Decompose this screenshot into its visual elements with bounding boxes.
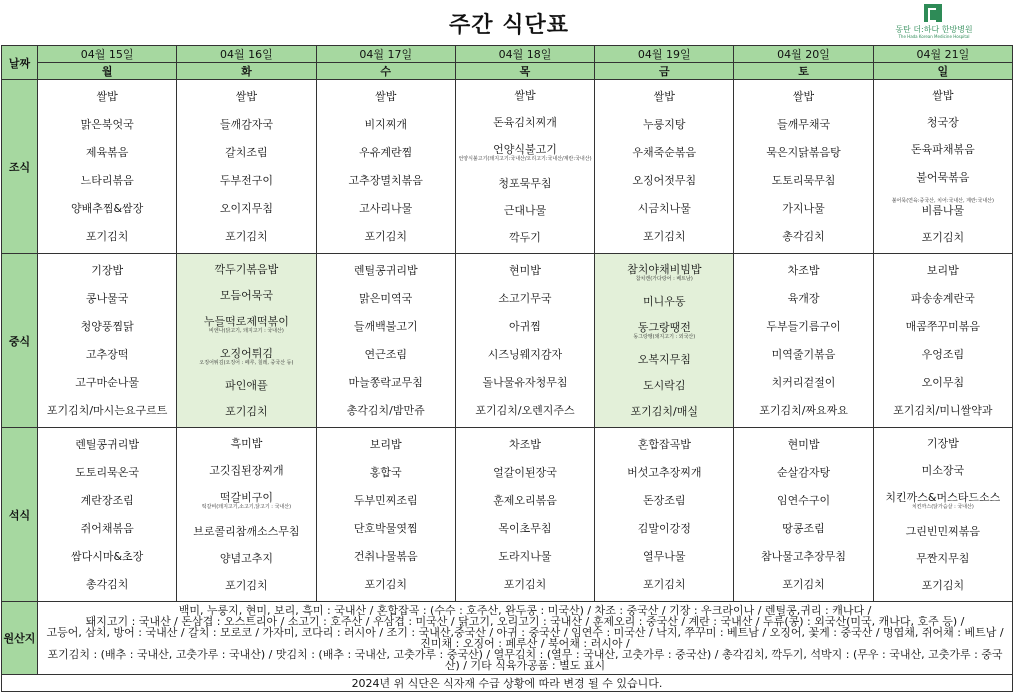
dish: 모듬어묵국 — [219, 288, 273, 302]
dish: 우유계란찜 — [359, 145, 413, 159]
dish: 도시락김 — [643, 379, 686, 393]
lunch-label: 중식 — [2, 254, 38, 428]
dish: 포기김치/마시는요구르트 — [46, 404, 168, 418]
dish: 혼합잡곡밥 — [637, 437, 691, 451]
day-date: 04월 21일 — [873, 46, 1012, 63]
day-date: 04월 18일 — [455, 46, 594, 63]
lunch-cell — [734, 254, 873, 428]
dish: 청포묵무침 — [498, 176, 552, 190]
dish: 느타리볶음 — [80, 174, 134, 188]
dish: 쌀밥 — [514, 89, 536, 103]
dish: 오이지무침 — [219, 202, 273, 216]
dish: 무짠지무침 — [916, 551, 970, 565]
dish: 도라지나물 — [498, 550, 552, 564]
dish: 총각김치 — [85, 578, 129, 592]
lunch-cell — [873, 254, 1012, 428]
origin-note: 비엔나(닭고기, 돼지고기 : 국내산) — [209, 327, 284, 334]
dish: 포기김치 — [85, 230, 129, 244]
day-weekday: 금 — [595, 63, 734, 80]
dish: 그린빈민찌볶음 — [905, 524, 981, 538]
dinner-cell — [595, 428, 734, 602]
dish: 고구마순나물 — [75, 376, 140, 390]
dish: 오복지무침 — [637, 353, 691, 367]
dish: 보리밥 — [926, 263, 959, 277]
dish: 쌀밥 — [792, 89, 815, 103]
lunch-cell — [38, 254, 177, 428]
dish: 고사리나물 — [359, 202, 413, 216]
dish: 오징어젓무침 — [632, 174, 697, 188]
dish: 돈장조림 — [643, 493, 686, 507]
dinner-cell — [873, 428, 1012, 602]
dish: 홍합국 — [369, 465, 402, 479]
dish: 포기김치 — [225, 578, 268, 592]
weekly-menu-table — [1, 45, 1013, 692]
origin-info — [38, 602, 1013, 675]
dish: 목이초무침 — [498, 522, 552, 536]
dish: 돌나물유자청무침 — [482, 376, 568, 390]
dish: 버섯고추장찌개 — [627, 465, 702, 479]
dish: 소고기무국 — [498, 291, 552, 305]
dish: 근대나물 — [503, 203, 547, 217]
dish: 단호박물엿찜 — [353, 522, 418, 536]
dish: 포기김치 — [643, 578, 686, 592]
dish: 돈육파채볶음 — [910, 143, 975, 157]
dish: 현미밥 — [509, 263, 541, 277]
dish: 차조밥 — [787, 263, 820, 277]
dish: 시금치나물 — [637, 202, 691, 216]
logo-name: 동탄 더:하다 한방병원 — [895, 25, 973, 34]
dish: 쌀밥 — [932, 89, 954, 103]
dish: 치커리겉절이 — [771, 376, 836, 390]
dish: 맑은북엇국 — [80, 117, 134, 131]
breakfast-cell — [595, 80, 734, 254]
dish: 들깨백불고기 — [353, 319, 418, 333]
dish: 포기김치 — [921, 230, 965, 244]
dish: 고추장떡 — [85, 348, 129, 362]
origin-note: 동그랑땡(돼지고기 : 외국산) — [633, 333, 696, 340]
dinner-label: 석식 — [2, 428, 38, 602]
day-weekday: 수 — [316, 63, 455, 80]
dish: 아귀찜 — [509, 319, 541, 333]
breakfast-cell — [873, 80, 1012, 254]
origin-label: 원산지 — [2, 602, 38, 675]
dinner-cell — [38, 428, 177, 602]
logo-subtitle: The Hada Korean Medicine Hospital — [898, 34, 970, 39]
dish: 불어묵볶음 — [916, 170, 970, 184]
dish: 들깨무채국 — [776, 117, 831, 131]
dish: 우채죽순볶음 — [632, 145, 697, 159]
day-date: 04월 15일 — [38, 46, 177, 63]
hospital-logo — [894, 4, 974, 38]
dish: 총각김치 — [782, 230, 825, 244]
day-weekday: 일 — [873, 63, 1012, 80]
dish: 김말이강정 — [637, 522, 691, 536]
dish: 도토리묵무침 — [771, 174, 836, 188]
origin-note: 불어묵(연육:중국산, 치어:국내산, 계란:국내산) — [891, 197, 994, 204]
dish: 콩나물국 — [85, 291, 129, 305]
logo-icon — [924, 4, 942, 22]
dish: 청양풍찜닭 — [80, 319, 134, 333]
lunch-cell — [177, 254, 316, 428]
day-date: 04월 19일 — [595, 46, 734, 63]
dish: 포기김치 — [364, 230, 407, 244]
dish: 가지나물 — [782, 202, 825, 216]
dish: 포기김치/매실 — [630, 405, 698, 419]
dish: 두부전구이 — [219, 174, 273, 188]
dish: 얼갈이된장국 — [493, 465, 557, 479]
dish: 갈치조림 — [225, 145, 268, 159]
dish: 포기김치 — [364, 578, 407, 592]
day-weekday: 화 — [177, 63, 316, 80]
dish: 현미밥 — [787, 437, 820, 451]
dish: 총각김치/밤만쥬 — [346, 404, 425, 418]
dish: 쥐어채볶음 — [80, 522, 134, 536]
dish: 언양식불고기 — [493, 143, 557, 157]
dish: 동그랑땡전 — [637, 320, 691, 334]
dish: 깍두기 — [509, 230, 541, 244]
dish: 매콤쭈꾸미볶음 — [905, 319, 981, 333]
footer-notice: 2024년 위 식단은 식자재 수급 상황에 따라 변경 될 수 있습니다. — [2, 675, 1013, 692]
page-title: 주간 식단표 — [449, 13, 569, 38]
dish: 떡갈비구이 — [219, 491, 273, 505]
dinner-cell — [316, 428, 455, 602]
dish: 포기김치 — [782, 578, 825, 592]
dish: 임연수구이 — [776, 493, 831, 507]
dish: 쌈다시마&초장 — [70, 550, 144, 564]
dish: 쌀밥 — [375, 89, 397, 103]
day-weekday: 목 — [455, 63, 594, 80]
dish: 누들떡로제떡볶이 — [203, 314, 289, 328]
day-date: 04월 20일 — [734, 46, 873, 63]
dish: 비지찌개 — [364, 117, 407, 131]
breakfast-cell — [455, 80, 594, 254]
origin-note: 오징어튀김(오징어 : 페루, 칠레, 중국산 등) — [199, 360, 294, 367]
dish: 쌀밥 — [96, 89, 118, 103]
dish: 쌀밥 — [653, 89, 675, 103]
lunch-cell — [595, 254, 734, 428]
dish: 미소장국 — [921, 464, 965, 478]
origin-note: 치킨까스(닭가슴살 : 국내산) — [911, 504, 974, 511]
lunch-cell — [455, 254, 594, 428]
dish: 묵은지닭볶음탕 — [766, 145, 841, 159]
dish: 훈제오리볶음 — [493, 493, 557, 507]
dish: 참나물고추장무침 — [761, 550, 847, 564]
dish: 보리밥 — [369, 437, 402, 451]
dish: 포기김치/짜요짜요 — [759, 404, 848, 418]
dish: 포기김치 — [225, 230, 268, 244]
dish: 파인애플 — [225, 379, 268, 393]
dish: 기장밥 — [926, 437, 959, 451]
dish: 렌틸콩귀리밥 — [75, 437, 140, 451]
origin-note: 언양식불고기(돼지고기:국내산/오리고기:국내산/계란:국내산) — [458, 156, 592, 163]
breakfast-cell — [38, 80, 177, 254]
breakfast-cell — [734, 80, 873, 254]
dish: 미니우동 — [643, 294, 686, 308]
dish: 오이무침 — [921, 376, 965, 390]
origin-line: 포기김치 : (배추 : 국내산, 고춧가루 : 국내산) / 맛김치 : (배추 : 국내산, 고춧가루 : 중국산) / 열무김치 : (열무 : 국내산, 고춧가루 : 중국산) / 총각김치, 깍두기, 석박지 : (무우 : 국내산, 고춧가루 : 중국산) / 기타 식육가공품 : 별도 표시 — [47, 648, 1003, 672]
dish: 누룽지탕 — [643, 117, 686, 131]
dish: 기장밥 — [91, 263, 124, 277]
dish: 연근조림 — [364, 348, 407, 362]
day-weekday: 월 — [38, 63, 177, 80]
dish: 흑미밥 — [230, 437, 263, 451]
dish: 건취나물볶음 — [353, 550, 418, 564]
origin-line: 백미, 누룽지, 현미, 보리, 흑미 : 국내산 / 혼합잡곡 : (수수 : 호주산, 완두콩 : 미국산) / 차조 : 중국산 / 기장 : 우크라이나 / 렌틸콩,귀리 : 캐나다 / — [178, 604, 872, 617]
dish: 돈육김치찌개 — [493, 116, 557, 130]
dish: 고추장멸치볶음 — [348, 174, 423, 188]
dinner-cell — [177, 428, 316, 602]
dish: 렌틸콩귀리밥 — [353, 263, 418, 277]
dish: 포기김치 — [503, 578, 547, 592]
dinner-cell — [734, 428, 873, 602]
dish: 우엉조림 — [921, 348, 965, 362]
dish: 치킨까스&머스타드소스 — [885, 491, 1001, 505]
day-date: 04월 16일 — [177, 46, 316, 63]
dinner-cell — [455, 428, 594, 602]
dish: 두부들기름구이 — [766, 319, 841, 333]
dish: 마늘쫑락교무침 — [348, 376, 423, 390]
dish: 들깨감자국 — [219, 117, 273, 131]
dish: 포기김치 — [643, 230, 686, 244]
dish: 미역줄기볶음 — [771, 348, 836, 362]
dish: 쌀밥 — [235, 89, 258, 103]
dish: 고깃집된장찌개 — [209, 464, 284, 478]
breakfast-label: 조식 — [2, 80, 38, 254]
dish: 제육볶음 — [85, 145, 129, 159]
dish: 땅콩조림 — [782, 522, 825, 536]
dish: 브로콜리참깨소스무침 — [193, 524, 300, 538]
dish: 비름나물 — [921, 203, 965, 217]
date-header: 날짜 — [2, 46, 38, 80]
dish: 파송송계란국 — [910, 291, 975, 305]
dish: 양념고추지 — [219, 551, 273, 565]
day-weekday: 토 — [734, 63, 873, 80]
dish: 청국장 — [926, 116, 959, 130]
origin-note: 참치캔(가다랑어 : 베트남) — [635, 275, 693, 282]
dish: 포기김치/오렌지주스 — [475, 404, 575, 418]
origin-line: 돼지고기 : 국내산 / 돈삼겹 : 오스트리아 / 소고기 : 호주산 / 우삼겹 : 미국산 / 닭고기, 오리고기 : 국내산 / 훈제오리 : 중국산 / 계란 : 국내산 / 두류(콩) : 외국산(미국, 캐나다, 호주 등) / — [85, 615, 965, 628]
dish: 계란장조림 — [80, 493, 134, 507]
dish: 맑은미역국 — [359, 291, 413, 305]
dish: 포기김치/미니쌀약과 — [893, 404, 993, 418]
dish: 포기김치 — [921, 578, 965, 592]
breakfast-cell — [316, 80, 455, 254]
origin-line: 고등어, 삼치, 방어 : 국내산 / 갈치 : 모로코 / 가자미, 코다리 : 러시아 / 조기 : 국내산,중국산 / 아귀 : 중국산 / 임연수 : 미국산 / 낙지, 쭈꾸미 : 베트남 / 오징어, 꽃게 : 중국산 / 명엽채, 쥐어채 : 베트남 / 진미채 : 오징어 : 페루산 / 북어채 : 러시아 / — [46, 626, 1004, 650]
breakfast-cell — [177, 80, 316, 254]
dish: 깍두기볶음밥 — [214, 262, 279, 276]
dish: 열무나물 — [643, 550, 686, 564]
dish: 포기김치 — [225, 405, 268, 419]
dish: 두부민찌조림 — [353, 493, 418, 507]
dish: 차조밥 — [509, 437, 541, 451]
dish: 시즈닝웨지감자 — [487, 348, 563, 362]
dish: 육개장 — [787, 291, 820, 305]
dish: 양배추찜&쌈장 — [70, 202, 144, 216]
dish: 도토리묵온국 — [75, 465, 140, 479]
dish: 참치야채비빔밥 — [627, 262, 702, 276]
dish: 순살감자탕 — [776, 465, 831, 479]
day-date: 04월 17일 — [316, 46, 455, 63]
lunch-cell — [316, 254, 455, 428]
origin-note: 떡갈비(돼지고기,소고기,닭고기 : 국내산) — [201, 504, 292, 511]
dish: 오징어튀김 — [219, 347, 273, 361]
